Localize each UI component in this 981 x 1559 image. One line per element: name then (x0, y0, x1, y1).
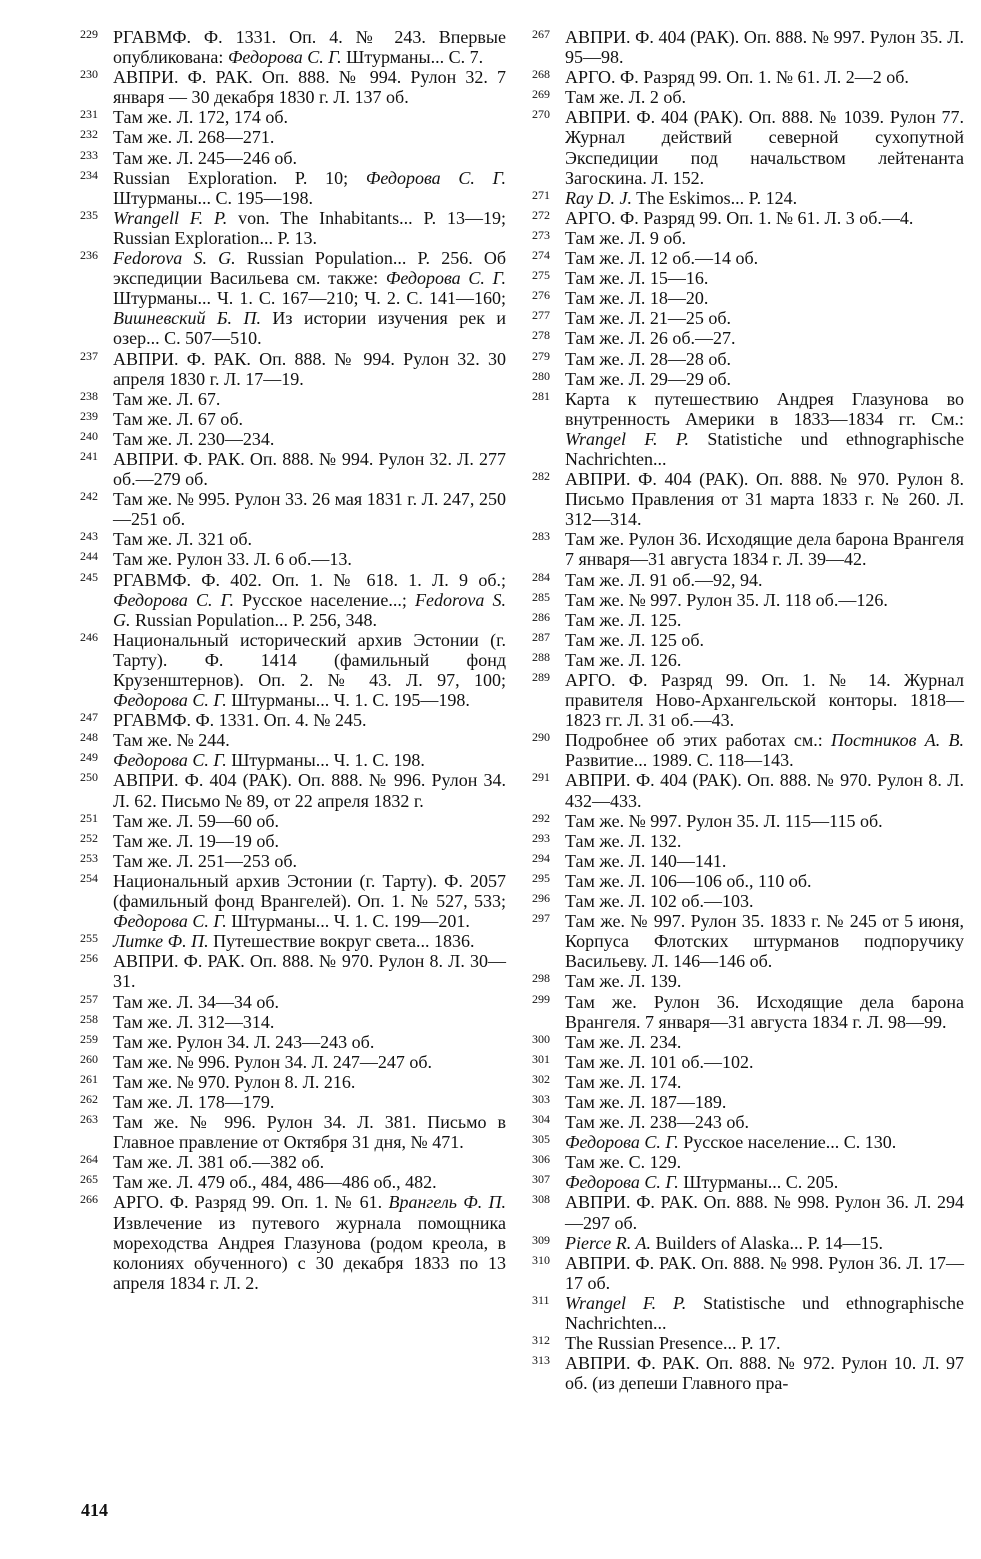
footnote-number: 280 (532, 368, 550, 383)
footnote-number: 267 (532, 27, 550, 41)
footnote-text: Там же. Л. 67. (113, 388, 221, 409)
footnote-text: АВПРИ. Ф. 404 (РАК). Оп. 888. № 970. Рулон 8. Письмо Правления от 31 марта 1833 г. № 260. Л. 312—314. (565, 469, 964, 530)
footnote-number: 288 (532, 649, 550, 664)
footnote-text: Карта к путешествию Андрея Глазунова во внутренность Америки в 1833—1834 гг. См.: (565, 388, 964, 429)
footnote-text: Там же. Л. 26 об.—27. (565, 328, 736, 349)
footnote-number: 277 (532, 308, 550, 323)
footnote-text: АВПРИ. Ф. РАК. Оп. 888. № 998. Рулон 36. Л. 17—17 об. (565, 1252, 964, 1293)
footnote (80, 489, 506, 529)
footnote-text: Там же. № 244. (113, 730, 230, 751)
footnote-text: Russian Exploration. P. 10; (113, 167, 366, 188)
footnote-text: Там же. Л. 312—314. (113, 1011, 275, 1032)
footnote (80, 1112, 506, 1152)
footnote (80, 148, 506, 168)
footnote-text: Русское население...; (234, 589, 416, 610)
footnote (532, 1172, 964, 1192)
footnote (532, 1293, 964, 1333)
footnotes-column-right (532, 27, 964, 1393)
footnote-text: Там же. Л. 172, 174 об. (113, 107, 288, 128)
footnote-text: Там же. Л. 321 об. (113, 529, 252, 550)
footnote (532, 1112, 964, 1132)
footnote-text: Там же. № 997. Рулон 35. Л. 118 об.—126. (565, 589, 888, 610)
footnote (532, 670, 964, 730)
footnote-text: Там же. Рулон 36. Исходящие дела барона Врангеля. 7 января—31 августа 1834 г. Л. 98—99. (565, 991, 964, 1032)
footnote (532, 87, 964, 107)
footnote-number: 235 (80, 207, 98, 222)
footnote (532, 1032, 964, 1052)
footnote-text: Там же. Л. 268—271. (113, 127, 275, 148)
footnote (80, 710, 506, 730)
footnote-number: 229 (80, 27, 98, 41)
footnote (532, 1192, 964, 1232)
footnote-text: The Eskimos... P. 124. (631, 187, 798, 208)
footnote (532, 911, 964, 971)
footnote-number: 290 (532, 730, 550, 745)
footnote-text: Там же. Л. 125. (565, 609, 682, 630)
footnote-number: 247 (80, 710, 98, 725)
footnote (532, 871, 964, 891)
footnote (80, 831, 506, 851)
footnote-number: 257 (80, 991, 98, 1006)
footnote-text: Там же. Л. 2 об. (565, 87, 686, 108)
footnote-author: Федорова С. Г. (365, 167, 506, 188)
footnote-text: Там же. Л. 21—25 об. (565, 308, 731, 329)
footnote-text: АРГО. Ф. Разряд 99. Оп. 1. № 61. Л. 2—2 об. (565, 67, 909, 88)
footnote-text: Там же. Рулон 33. Л. 6 об.—13. (113, 549, 352, 570)
footnote-text: АВПРИ. Ф. РАК. Оп. 888. № 994. Рулон 32. Л. 277 об.—279 об. (113, 448, 506, 490)
footnote (80, 429, 506, 449)
footnote (80, 168, 506, 208)
footnote-text: Там же. Л. 479 об., 484, 486—486 об., 482. (113, 1172, 437, 1193)
footnote-number: 266 (80, 1192, 98, 1207)
footnote-text: von. The Inhabitants... P. 13—19; Russian Exploration... P. 13. (113, 207, 506, 248)
footnote (80, 248, 506, 348)
footnote-text: Русское население... С. 130. (678, 1132, 897, 1153)
footnote-text: Там же. Л. 238—243 об. (565, 1112, 749, 1133)
footnote-text: АВПРИ. Ф. РАК. Оп. 888. № 994. Рулон 32. 30 апреля 1830 г. Л. 17—19. (113, 348, 506, 389)
footnote (532, 831, 964, 851)
footnote-number: 272 (532, 207, 550, 222)
footnote-number: 231 (80, 107, 98, 122)
footnote-text: Там же. Л. 106—106 об., 110 об. (565, 870, 812, 891)
footnote (532, 570, 964, 590)
footnote-author: Fedorova S. G. (113, 589, 507, 630)
footnote-text: Там же. Л. 67 об. (113, 408, 243, 429)
footnote-number: 283 (532, 529, 550, 544)
footnote (80, 1172, 506, 1192)
footnote-number: 241 (80, 448, 98, 463)
footnote-text: Там же. Рулон 36. Исходящие дела барона Врангеля 7 января—31 августа 1834 г. Л. 39—42. (565, 529, 964, 570)
footnote-number: 261 (80, 1071, 98, 1086)
footnote-number: 233 (80, 147, 98, 162)
footnote (532, 288, 964, 308)
footnote-text: Подробнее об этих работах см.: (565, 730, 831, 751)
footnote-number: 237 (80, 348, 98, 363)
footnote-number: 239 (80, 408, 98, 423)
footnote-text: Там же. Л. 140—141. (565, 850, 727, 871)
footnote-number: 262 (80, 1091, 98, 1106)
footnote (532, 891, 964, 911)
footnote-number: 255 (80, 931, 98, 946)
footnote-text: АРГО. Ф. Разряд 99. Оп. 1. № 61. Л. 3 об.—4. (565, 207, 914, 228)
footnote (532, 389, 964, 469)
footnote-number: 300 (532, 1031, 550, 1046)
footnote (80, 951, 506, 991)
footnote (80, 871, 506, 931)
footnote-text: Там же. Л. 102 об.—103. (565, 891, 754, 912)
footnote-text: Там же. Л. 15—16. (565, 268, 709, 289)
footnote-number: 232 (80, 127, 98, 142)
footnote-number: 301 (532, 1051, 550, 1066)
footnotes-column-left (80, 27, 506, 1293)
footnote-author: Pierce R. A. (565, 1232, 651, 1253)
footnote-author: Ray D. J. (565, 187, 632, 208)
footnote-number: 260 (80, 1051, 98, 1066)
footnote-number: 274 (532, 248, 550, 263)
footnote-author: Литке Ф. П. (113, 931, 209, 952)
footnote (80, 389, 506, 409)
footnote-text: Развитие... 1989. С. 118—143. (565, 750, 794, 771)
footnote-author: Федорова С. Г. (565, 1132, 679, 1153)
footnote-text: Там же. Л. 125 об. (565, 629, 704, 650)
footnote-number: 278 (532, 328, 550, 343)
footnote (80, 750, 506, 770)
footnote (80, 1092, 506, 1112)
footnote-number: 311 (532, 1292, 550, 1307)
footnote-text: Из истории изучения рек и озер... С. 507—510. (113, 308, 506, 349)
footnote (80, 570, 506, 630)
footnote-number: 306 (532, 1152, 550, 1167)
footnote-text: The Russian Presence... P. 17. (565, 1333, 781, 1354)
footnote (80, 931, 506, 951)
footnote-author: Врангель Ф. П. (388, 1192, 506, 1213)
footnote (80, 349, 506, 389)
footnote-text: Statistiche und ethnographische Nachrichten... (565, 428, 964, 469)
footnote-number: 276 (532, 288, 550, 303)
footnote-number: 282 (532, 469, 550, 484)
footnote-text: Там же. Л. 187—189. (565, 1091, 727, 1112)
footnote (80, 529, 506, 549)
footnote (532, 248, 964, 268)
footnote (532, 1253, 964, 1293)
footnote (532, 349, 964, 369)
footnote-author: Вишневский Б. П. (113, 308, 261, 329)
footnote-number: 284 (532, 569, 550, 584)
footnote-text: Штурманы... Ч. 1. С. 195—198. (226, 690, 470, 711)
footnote-text: АРГО. Ф. Разряд 99. Оп. 1. № 61. (113, 1192, 389, 1213)
footnote-number: 296 (532, 891, 550, 906)
footnote-number: 253 (80, 850, 98, 865)
footnote-text: Там же. Л. 132. (565, 830, 682, 851)
footnote-text: Штурманы... Ч. 1. С. 167—210; Ч. 2. С. 141—160; (113, 288, 506, 309)
footnote (80, 127, 506, 147)
footnote (80, 27, 506, 67)
footnote-text: Там же. № 997. Рулон 35. 1833 г. № 245 от 5 июня, Корпуса Флотских штурманов подпоручику Васильеву. Л. 146—146 об. (565, 911, 964, 972)
footnote-number: 270 (532, 107, 550, 122)
footnote (532, 1052, 964, 1072)
footnote-number: 244 (80, 549, 98, 564)
footnote-text: Там же. Л. 18—20. (565, 288, 709, 309)
footnote-number: 304 (532, 1112, 550, 1127)
footnote (532, 27, 964, 67)
footnote-number: 246 (80, 629, 98, 644)
footnote-text: Там же. Л. 178—179. (113, 1091, 275, 1112)
footnote-number: 265 (80, 1172, 98, 1187)
footnote (532, 610, 964, 630)
footnote-number: 285 (532, 589, 550, 604)
footnote-number: 297 (532, 911, 550, 926)
footnote-text: РГАВМФ. Ф. 402. Оп. 1. № 618. 1. Л. 9 об.; (113, 569, 506, 590)
footnote-text: Там же. Л. 12 об.—14 об. (565, 248, 759, 269)
footnote-text: Штурманы... С. 7. (341, 47, 484, 68)
footnote-number: 251 (80, 810, 98, 825)
footnote-number: 279 (532, 348, 550, 363)
footnote-number: 293 (532, 830, 550, 845)
footnote-text: АВПРИ. Ф. 404 (РАК). Оп. 888. № 1039. Рулон 77. Журнал действий северной сухопутной Экспедиции под начальством лейтенанта Загоскина. Л. 152. (565, 107, 964, 188)
footnote (532, 770, 964, 810)
footnote (532, 1353, 964, 1393)
footnote-number: 292 (532, 810, 550, 825)
footnote (532, 590, 964, 610)
footnote-number: 312 (532, 1333, 550, 1348)
footnote-number: 230 (80, 67, 98, 82)
footnote-number: 303 (532, 1091, 550, 1106)
footnote (532, 992, 964, 1032)
footnote (80, 107, 506, 127)
page-number: 414 (81, 1500, 108, 1520)
footnote-author: Wrangell F. P. (113, 207, 228, 228)
footnote-number: 264 (80, 1152, 98, 1167)
footnote-text: Там же. Л. 91 об.—92, 94. (565, 569, 763, 590)
footnote-author: Wrangel F. P. (565, 1292, 687, 1313)
footnote-text: Там же. Л. 230—234. (113, 428, 275, 449)
footnote-text: Там же. Л. 29—29 об. (565, 368, 731, 389)
footnote-number: 234 (80, 167, 98, 182)
footnote-number: 242 (80, 489, 98, 504)
footnote (532, 529, 964, 569)
footnote-text: Russian Population... P. 256. Об экспедиции Васильева см. также: (113, 248, 507, 289)
footnote-text: Путешествие вокруг света... 1836. (208, 931, 475, 952)
footnote (80, 770, 506, 810)
footnote-number: 240 (80, 428, 98, 443)
footnote (80, 730, 506, 750)
footnote-number: 271 (532, 187, 550, 202)
footnote (80, 1152, 506, 1172)
footnote-number: 263 (80, 1112, 98, 1127)
footnote-text: Там же. № 997. Рулон 35. Л. 115—115 об. (565, 810, 883, 831)
footnote-author: Федорова С. Г. (113, 589, 235, 610)
footnote (532, 469, 964, 529)
footnote-number: 256 (80, 951, 98, 966)
footnote-author: Федорова С. Г. (565, 1172, 679, 1193)
footnote (80, 67, 506, 107)
footnote-author: Постников А. В. (831, 730, 964, 751)
footnote (532, 851, 964, 871)
footnote-text: Там же. Л. 28—28 об. (565, 348, 731, 369)
footnote (532, 1132, 964, 1152)
footnote (532, 268, 964, 288)
footnote-number: 249 (80, 750, 98, 765)
footnote-text: РГАВМФ. Ф. 1331. Оп. 4. № 243. Впервые опубликована: (113, 27, 506, 68)
footnote-text: Там же. Л. 381 об.—382 об. (113, 1152, 325, 1173)
footnote-number: 313 (532, 1353, 550, 1368)
footnote (532, 1233, 964, 1253)
footnote-text: Национальный исторический архив Эстонии (г. Тарту). Ф. 1414 (фамильный фонд Крузенштернов). Оп. 2. № 43. Л. 97, 100; (113, 629, 506, 690)
footnote-number: 248 (80, 730, 98, 745)
footnote-text: Russian Population... P. 256, 348. (130, 609, 378, 630)
footnote-text: Штурманы... С. 205. (678, 1172, 839, 1193)
footnote-text: Builders of Alaska... P. 14—15. (650, 1232, 883, 1253)
footnote (80, 208, 506, 248)
footnote-number: 289 (532, 670, 550, 684)
footnote (532, 107, 964, 187)
footnote (80, 992, 506, 1012)
footnote-number: 294 (532, 850, 550, 865)
footnote-number: 302 (532, 1071, 550, 1086)
footnote-author: Федорова С. Г. (113, 750, 227, 771)
footnote-number: 308 (532, 1192, 550, 1207)
footnote-number: 236 (80, 248, 98, 263)
footnote-number: 310 (532, 1252, 550, 1267)
footnote-number: 291 (532, 770, 550, 785)
footnote-text: Там же. № 996. Рулон 34. Л. 247—247 об. (113, 1051, 432, 1072)
footnote-text: АВПРИ. Ф. 404 (РАК). Оп. 888. № 970. Рулон 8. Л. 432—433. (565, 770, 964, 811)
footnote-number: 243 (80, 529, 98, 544)
footnote (532, 208, 964, 228)
footnote-text: РГАВМФ. Ф. 1331. Оп. 4. № 245. (113, 710, 367, 731)
footnote-number: 309 (532, 1232, 550, 1247)
footnote (532, 1072, 964, 1092)
footnote (532, 308, 964, 328)
footnote-author: Fedorova S. G. (113, 248, 236, 269)
footnote-text: Там же. Л. 139. (565, 971, 682, 992)
footnote (532, 730, 964, 770)
footnote-author: Wrangel F. P. (565, 428, 690, 449)
footnote-text: Штурманы... С. 195—198. (113, 187, 314, 208)
footnote-text: Там же. № 970. Рулон 8. Л. 216. (113, 1071, 356, 1092)
footnote (80, 1032, 506, 1052)
footnote-number: 273 (532, 227, 550, 242)
footnote (532, 811, 964, 831)
footnote-number: 250 (80, 770, 98, 785)
footnote-number: 254 (80, 870, 98, 885)
footnote-number: 259 (80, 1031, 98, 1046)
footnote-text: Извлечение из путевого журнала помощника мореходства Андрея Глазунова (родом креола, в колониях обученного) с 30 декабря 1833 по 13 апреля 1834 г. Л. 2. (113, 1212, 506, 1293)
footnote (532, 369, 964, 389)
footnote-number: 305 (532, 1132, 550, 1147)
footnote-number: 295 (532, 870, 550, 885)
footnote-number: 298 (532, 971, 550, 986)
footnote-text: Там же. № 995. Рулон 33. 26 мая 1831 г. Л. 247, 250—251 об. (113, 489, 506, 530)
footnote-number: 275 (532, 268, 550, 283)
footnote-text: АВПРИ. Ф. РАК. Оп. 888. № 970. Рулон 8. Л. 30—31. (113, 951, 506, 992)
footnote-text: Там же. № 996. Рулон 34. Л. 381. Письмо в Главное правление от Октября 31 дня, № 471. (113, 1112, 506, 1153)
footnote (532, 228, 964, 248)
footnote (80, 549, 506, 569)
footnote-author: Федорова С. Г. (227, 47, 342, 68)
footnote-text: Там же. Л. 174. (565, 1071, 682, 1092)
footnote (80, 851, 506, 871)
footnote-number: 269 (532, 87, 550, 102)
footnote (532, 1152, 964, 1172)
footnote (80, 630, 506, 710)
footnote (532, 971, 964, 991)
footnote-text: Там же. Рулон 34. Л. 243—243 об. (113, 1031, 375, 1052)
footnote-text: Там же. Л. 251—253 об. (113, 850, 297, 871)
footnote (532, 650, 964, 670)
footnote-text: Национальный архив Эстонии (г. Тарту). Ф. 2057 (фамильный фонд Врангелей). Оп. 1. № 527, 533; (113, 870, 506, 912)
footnote (80, 1192, 506, 1292)
footnote-number: 238 (80, 388, 98, 403)
footnote-number: 281 (532, 388, 550, 403)
footnote (80, 1052, 506, 1072)
footnote (80, 811, 506, 831)
footnote (80, 449, 506, 489)
footnote-number: 299 (532, 991, 550, 1006)
footnote-number: 252 (80, 830, 98, 845)
footnote-author: Федорова С. Г. (113, 911, 227, 932)
footnote-text: Там же. Л. 234. (565, 1031, 682, 1052)
footnote-text: Там же. Л. 34—34 об. (113, 991, 279, 1012)
footnote-text: АРГО. Ф. Разряд 99. Оп. 1. № 14. Журнал правителя Ново-Архангельской конторы. 1818—1823 гг. Л. 31 об.—43. (565, 670, 964, 731)
footnote-text: Statistische und ethnographische Nachrichten... (565, 1292, 964, 1333)
footnote-text: Там же. Л. 9 об. (565, 227, 686, 248)
footnote-text: Штурманы... Ч. 1. С. 198. (226, 750, 425, 771)
footnote-number: 245 (80, 569, 98, 584)
footnote (80, 409, 506, 429)
footnote (532, 1092, 964, 1112)
footnote-number: 286 (532, 609, 550, 624)
footnote (532, 328, 964, 348)
footnote-number: 258 (80, 1011, 98, 1026)
footnote-text: АВПРИ. Ф. 404 (РАК). Оп. 888. № 996. Рулон 34. Л. 62. Письмо № 89, от 22 апреля 1832 г. (113, 770, 506, 811)
footnote-text: АВПРИ. Ф. РАК. Оп. 888. № 972. Рулон 10. Л. 97 об. (из депеши Главного пра- (565, 1353, 964, 1394)
footnote-text: Штурманы... Ч. 1. С. 199—201. (226, 911, 470, 932)
footnote-number: 307 (532, 1172, 550, 1187)
footnote-number: 287 (532, 629, 550, 644)
footnote-text: АВПРИ. Ф. РАК. Оп. 888. № 994. Рулон 32. 7 января — 30 декабря 1830 г. Л. 137 об. (113, 67, 506, 108)
footnote (80, 1072, 506, 1092)
footnote-text: Там же. Л. 19—19 об. (113, 830, 279, 851)
footnote-text: Там же. Л. 101 об.—102. (565, 1051, 754, 1072)
footnote (532, 67, 964, 87)
footnote-number: 268 (532, 67, 550, 82)
footnote-text: Там же. Л. 126. (565, 649, 682, 670)
footnote (532, 188, 964, 208)
footnote-author: Федорова С. Г. (113, 690, 227, 711)
footnote-text: АВПРИ. Ф. 404 (РАК). Оп. 888. № 997. Рулон 35. Л. 95—98. (565, 27, 964, 68)
footnote (532, 1333, 964, 1353)
footnote-text: АВПРИ. Ф. РАК. Оп. 888. № 998. Рулон 36. Л. 294—297 об. (565, 1192, 964, 1233)
footnote (532, 630, 964, 650)
footnote (80, 1012, 506, 1032)
footnote-text: Там же. Л. 59—60 об. (113, 810, 279, 831)
footnote-text: Там же. С. 129. (565, 1152, 682, 1173)
footnote-author: Федорова С. Г. (385, 268, 506, 289)
footnote-text: Там же. Л. 245—246 об. (113, 147, 297, 168)
